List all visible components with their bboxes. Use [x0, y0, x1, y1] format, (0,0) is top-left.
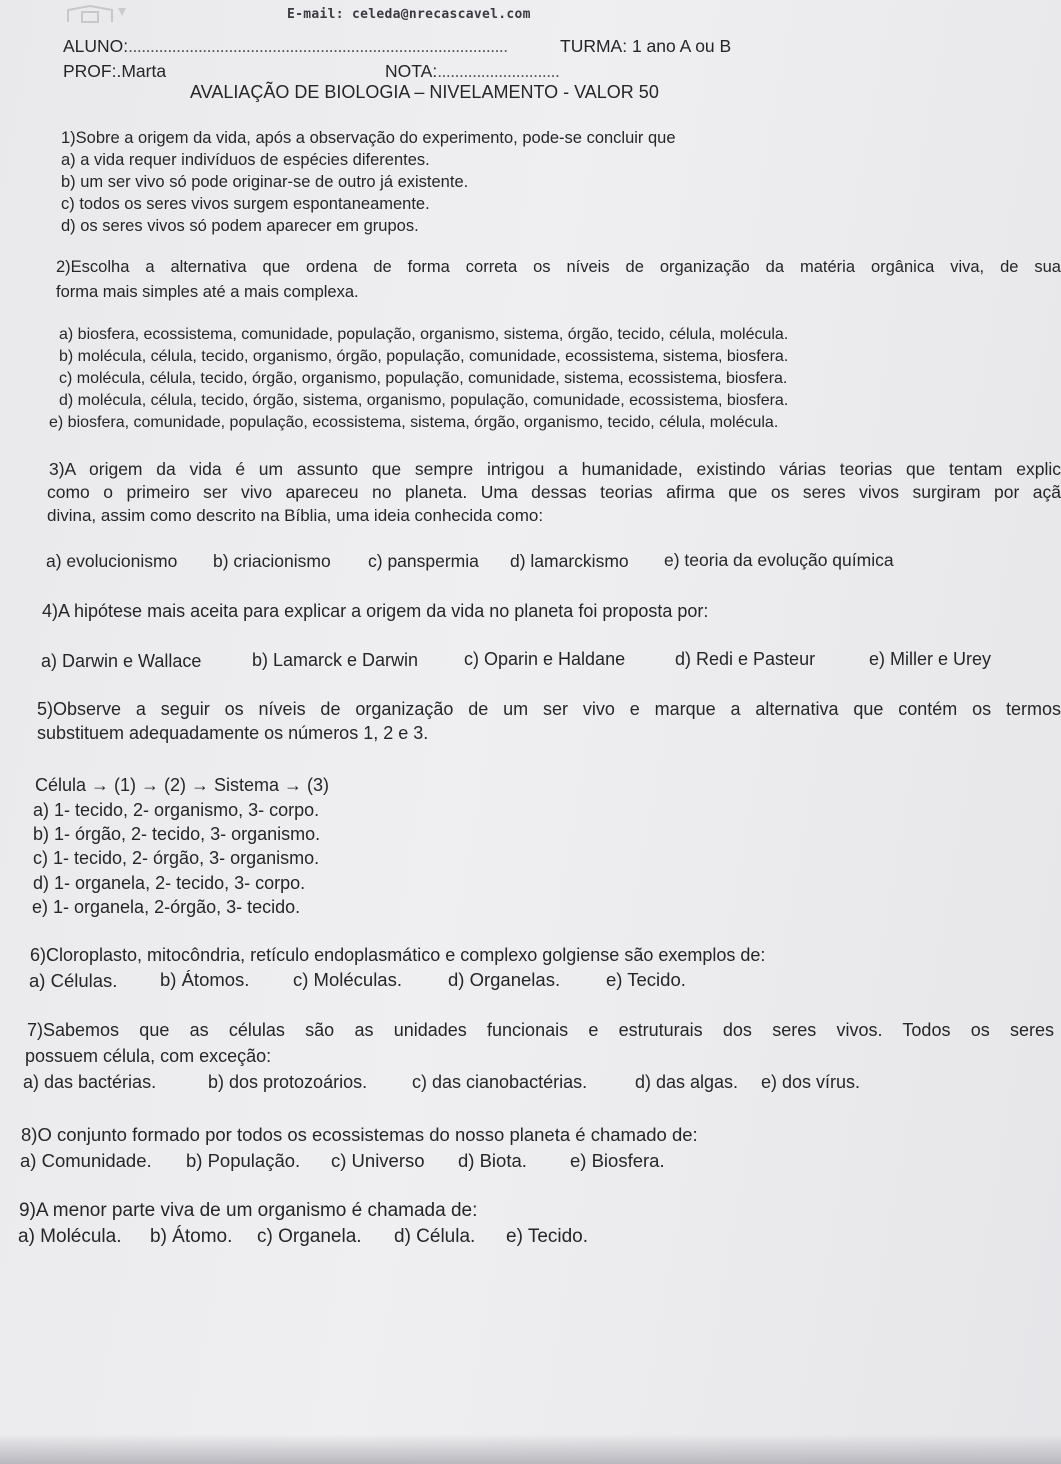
q7-option-c[interactable]: c) das cianobactérias.	[412, 1072, 588, 1092]
q5-option-e[interactable]: e) 1- organela, 2-órgão, 3- tecido.	[32, 897, 301, 917]
q3-stem-line2: como o primeiro ser vivo apareceu no planeta. Uma dessas teorias afirma que os seres vivos surgiram por açã	[47, 482, 1061, 502]
q1-option-b[interactable]: b) um ser vivo só pode originar-se de outro já existente.	[61, 173, 469, 191]
q3-stem-line3: divina, assim como descrito na Bíblia, uma ideia conhecida como:	[47, 506, 544, 525]
q5-option-a[interactable]: a) 1- tecido, 2- organismo, 3- corpo.	[33, 800, 320, 820]
q3-option-c[interactable]: c) panspermia	[368, 551, 479, 571]
grade-blank: ............................	[437, 61, 560, 81]
q1-stem: 1)Sobre a origem da vida, após a observação do experimento, pode-se concluir que	[61, 129, 676, 147]
grade-label: NOTA:	[385, 61, 438, 81]
student-name-field[interactable]	[63, 35, 508, 57]
q9-option-b[interactable]: b) Átomo.	[150, 1226, 233, 1247]
q4-option-b[interactable]: b) Lamarck e Darwin	[252, 650, 419, 670]
table-edge-shadow	[0, 1434, 1061, 1464]
grade-field[interactable]	[385, 60, 559, 82]
q9-stem: 9)A menor parte viva de um organismo é chamada de:	[19, 1200, 478, 1221]
q2-option-d[interactable]: d) molécula, célula, tecido, órgão, sistema, organismo, população, comunidade, ecossistema, biosfera.	[59, 392, 789, 409]
q5-stem-line1: 5)Observe a seguir os níveis de organização de um ser vivo e marque a alternativa que contém os termos	[37, 699, 1061, 719]
q9-option-e[interactable]: e) Tecido.	[506, 1226, 589, 1247]
q4-option-c[interactable]: c) Oparin e Haldane	[464, 649, 626, 669]
q4-stem: 4)A hipótese mais aceita para explicar a origem da vida no planeta foi proposta por:	[42, 601, 709, 621]
q9-option-d[interactable]: d) Célula.	[394, 1226, 476, 1247]
q3-option-a[interactable]: a) evolucionismo	[46, 551, 178, 571]
q2-option-b[interactable]: b) molécula, célula, tecido, organismo, órgão, população, comunidade, ecossistema, sistema, biosfera.	[59, 348, 789, 365]
q7-option-b[interactable]: b) dos protozoários.	[208, 1072, 368, 1092]
school-email: E-mail: celeda@nrecascavel.com	[287, 7, 531, 22]
student-label: ALUNO:	[63, 36, 129, 56]
teacher-label: PROF:.Marta	[63, 61, 167, 81]
exam-title: AVALIAÇÃO DE BIOLOGIA – NIVELAMENTO - VALOR 50	[190, 82, 659, 102]
q7-option-e[interactable]: e) dos vírus.	[761, 1072, 861, 1092]
q3-option-e[interactable]: e) teoria da evolução química	[664, 550, 894, 570]
q2-option-e[interactable]: e) biosfera, comunidade, população, ecossistema, sistema, órgão, organismo, tecido, célula, molécula.	[49, 414, 779, 431]
q4-option-d[interactable]: d) Redi e Pasteur	[675, 649, 816, 669]
q6-stem: 6)Cloroplasto, mitocôndria, retículo endoplasmático e complexo golgiense são exemplos de:	[30, 945, 766, 965]
q6-option-c[interactable]: c) Moléculas.	[293, 969, 402, 990]
q3-stem-line1: 3)A origem da vida é um assunto que sempre intrigou a humanidade, existindo várias teorias que tentam explic	[49, 459, 1061, 479]
student-blank: .......................................................................................	[128, 36, 508, 56]
class-label: TURMA: 1 ano A ou B	[560, 36, 732, 56]
q5-option-c[interactable]: c) 1- tecido, 2- órgão, 3- organismo.	[33, 848, 320, 868]
q2-stem-line2: forma mais simples até a mais complexa.	[56, 283, 359, 301]
q9-option-a[interactable]: a) Molécula.	[18, 1226, 122, 1247]
q1-option-d[interactable]: d) os seres vivos só podem aparecer em grupos.	[61, 217, 419, 235]
q1-option-a[interactable]: a) a vida requer indivíduos de espécies diferentes.	[61, 151, 430, 169]
q8-option-c[interactable]: c) Universo	[331, 1150, 425, 1171]
q8-option-b[interactable]: b) População.	[186, 1150, 301, 1171]
school-logo	[60, 2, 130, 24]
q9-option-c[interactable]: c) Organela.	[257, 1226, 362, 1247]
q2-stem-line1: 2)Escolha a alternativa que ordena de forma correta os níveis de organização da matéria orgânica viva, de sua	[56, 258, 1061, 276]
q4-option-a[interactable]: a) Darwin e Wallace	[41, 651, 202, 671]
q2-option-a[interactable]: a) biosfera, ecossistema, comunidade, população, organismo, sistema, órgão, tecido, célula, molécula.	[59, 326, 789, 343]
q7-option-a[interactable]: a) das bactérias.	[23, 1072, 157, 1092]
q4-option-e[interactable]: e) Miller e Urey	[869, 649, 992, 669]
q3-option-d[interactable]: d) lamarckismo	[510, 551, 629, 571]
q5-option-d[interactable]: d) 1- organela, 2- tecido, 3- corpo.	[33, 873, 306, 893]
q5-scheme: Célula → (1) → (2) → Sistema → (3)	[35, 775, 330, 795]
q6-option-a[interactable]: a) Células.	[29, 970, 118, 991]
q6-option-e[interactable]: e) Tecido.	[606, 969, 686, 990]
q8-stem: 8)O conjunto formado por todos os ecossistemas do nosso planeta é chamado de:	[21, 1124, 698, 1145]
q8-option-e[interactable]: e) Biosfera.	[570, 1150, 665, 1171]
q6-option-d[interactable]: d) Organelas.	[448, 969, 561, 990]
q1-option-c[interactable]: c) todos os seres vivos surgem espontaneamente.	[61, 195, 430, 213]
q2-option-c[interactable]: c) molécula, célula, tecido, órgão, organismo, população, comunidade, sistema, ecossistema, biosfera.	[59, 370, 788, 387]
q5-stem-line2: substituem adequadamente os números 1, 2 e 3.	[37, 723, 429, 743]
q3-option-b[interactable]: b) criacionismo	[213, 551, 331, 571]
q6-option-b[interactable]: b) Átomos.	[160, 969, 250, 990]
q8-option-a[interactable]: a) Comunidade.	[20, 1150, 152, 1171]
q7-stem-line1: 7)Sabemos que as células são as unidades funcionais e estruturais dos seres vivos. Todos os seres	[27, 1020, 1054, 1040]
q5-option-b[interactable]: b) 1- órgão, 2- tecido, 3- organismo.	[33, 824, 321, 844]
q7-stem-line2: possuem célula, com exceção:	[25, 1046, 272, 1066]
q7-option-d[interactable]: d) das algas.	[635, 1072, 739, 1092]
q8-option-d[interactable]: d) Biota.	[458, 1150, 527, 1171]
